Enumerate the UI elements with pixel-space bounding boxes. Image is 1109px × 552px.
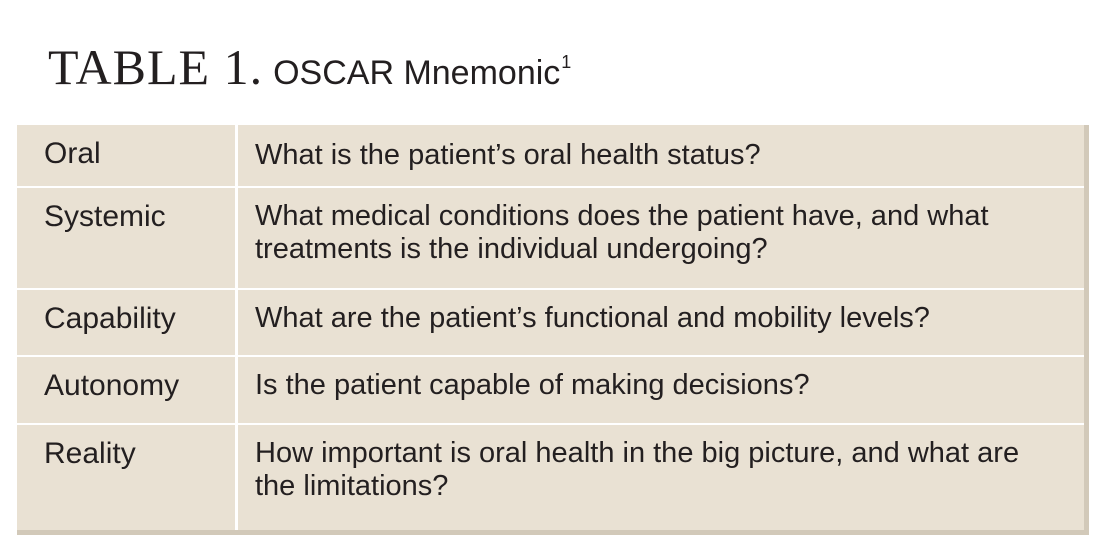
table-name-text: OSCAR Mnemonic <box>273 54 561 92</box>
term-cell: Oral <box>44 137 101 170</box>
description-cell: How important is oral health in the big picture, and what are the limitations? <box>255 437 1020 502</box>
table-row-capability <box>17 290 1084 357</box>
table-row-systemic <box>17 188 1084 290</box>
term-cell: Systemic <box>44 200 166 233</box>
description-cell: What is the patient’s oral health status? <box>255 139 761 171</box>
table-row-reality <box>17 425 1084 530</box>
footnote-reference: 1 <box>561 52 572 72</box>
description-cell: What are the patient’s functional and mobility levels? <box>255 302 930 334</box>
table-name <box>273 54 571 92</box>
term-cell: Autonomy <box>44 369 180 402</box>
table-row-oral <box>17 125 1084 188</box>
term-cell: Reality <box>44 437 136 470</box>
table-title <box>48 38 571 96</box>
description-cell: Is the patient capable of making decisions? <box>255 369 810 401</box>
description-cell: What medical conditions does the patient have, and what treatments is the individual undergoing? <box>255 200 989 265</box>
term-cell: Capability <box>44 302 176 335</box>
mnemonic-table <box>17 125 1089 535</box>
table-row-autonomy <box>17 357 1084 425</box>
table-number: TABLE 1. <box>48 39 264 95</box>
